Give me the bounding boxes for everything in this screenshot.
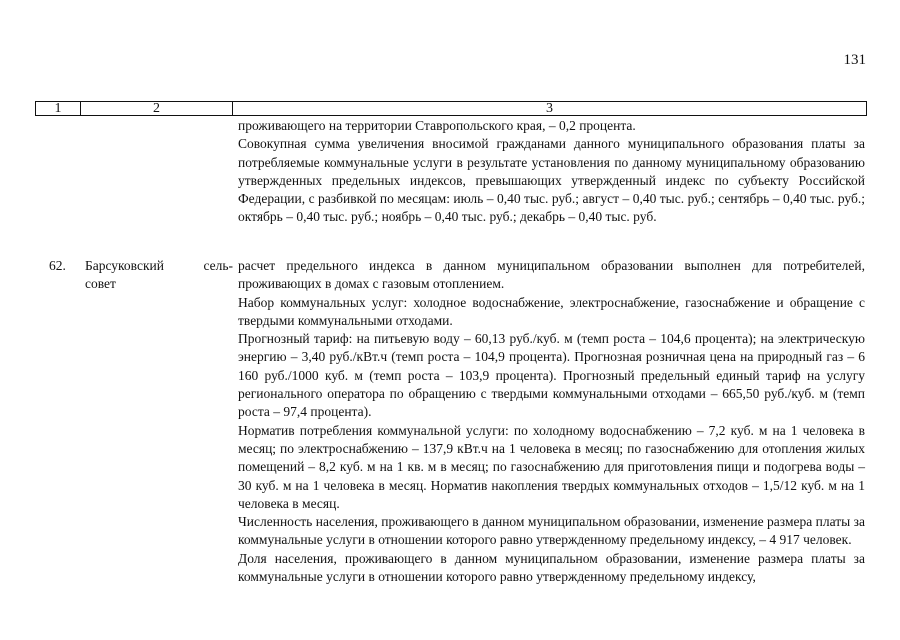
header-col-1: 1 [36, 102, 81, 115]
table-header-row [35, 101, 867, 116]
paragraph: проживающего на территории Ставропольского края, – 0,2 процента. [238, 118, 636, 133]
row-content [238, 257, 865, 586]
paragraph: расчет предельного индекса в данном муниципальном образовании выполнен для потребителей, проживающих в домах с газовым отоплением. [238, 258, 865, 292]
page-number: 131 [843, 52, 866, 68]
paragraph: Совокупная сумма увеличения вносимой гражданами данного муниципального образования платы за потребляемые коммунальные услуги в результате установления по данному муниципальному образованию утвержденных предельных индексов, превышающих утвержденный индекс по субъекту Российской Федерации, с разбивкой по месяцам: июль – 0,40 тыс. руб.; август – 0,40 тыс. руб.; сентябрь – 0,40 тыс. руб.; октябрь – 0,40 тыс. руб.; ноябрь – 0,40 тыс. руб.; декабрь – 0,40 тыс. руб. [238, 136, 865, 225]
municipality-name [85, 257, 233, 294]
municipality-name-line: совет [85, 276, 116, 292]
header-col-3: 3 [546, 101, 553, 116]
paragraph: Норматив потребления коммунальной услуги: по холодному водоснабжению – 7,2 куб. м на 1 человека в месяц; по электроснабжению – 137,9 кВт.ч на 1 человека в месяц; по газоснабжению для отопления жилых помещений – 8,2 куб. м на 1 кв. м в месяц; по газоснабжению для приготовления пищи и подогрева воды – 30 куб. м на 1 человека в месяц. Норматив накопления твердых коммунальных отходов – 1,5/12 куб. м на 1 человека в месяц. [238, 422, 865, 511]
municipality-name-line: Барсуковский сель- [85, 258, 233, 273]
paragraph: Численность населения, проживающего в данном муниципальном образовании, изменение размера платы за коммунальные услуги в отношении которого равно утвержденному предельному индексу, – 4 917 человек. [238, 514, 865, 548]
header-col-2: 2 [81, 102, 233, 115]
row-number: 62. [49, 258, 66, 273]
paragraph: Прогнозный тариф: на питьевую воду – 60,13 руб./куб. м (темп роста – 104,6 процента); на электрическую энергию – 3,40 руб./кВт.ч (темп роста – 104,9 процента). Прогнозная розничная цена на природный газ – 6 160 руб./1000 куб. м (темп роста – 103,9 процента). Прогнозный предельный единый тариф на услугу регионального оператора по обращению с твердыми коммунальными отходами – 665,50 руб./куб. м (темп роста – 97,4 процента). [238, 331, 865, 420]
paragraph: Доля населения, проживающего в данном муниципальном образовании, изменение размера платы за коммунальные услуги в отношении которого равно утвержденному предельному индексу, [238, 550, 865, 585]
row-content [238, 117, 865, 227]
paragraph: Набор коммунальных услуг: холодное водоснабжение, электроснабжение, газоснабжение и обращение с твердыми коммунальными отходами. [238, 294, 865, 328]
